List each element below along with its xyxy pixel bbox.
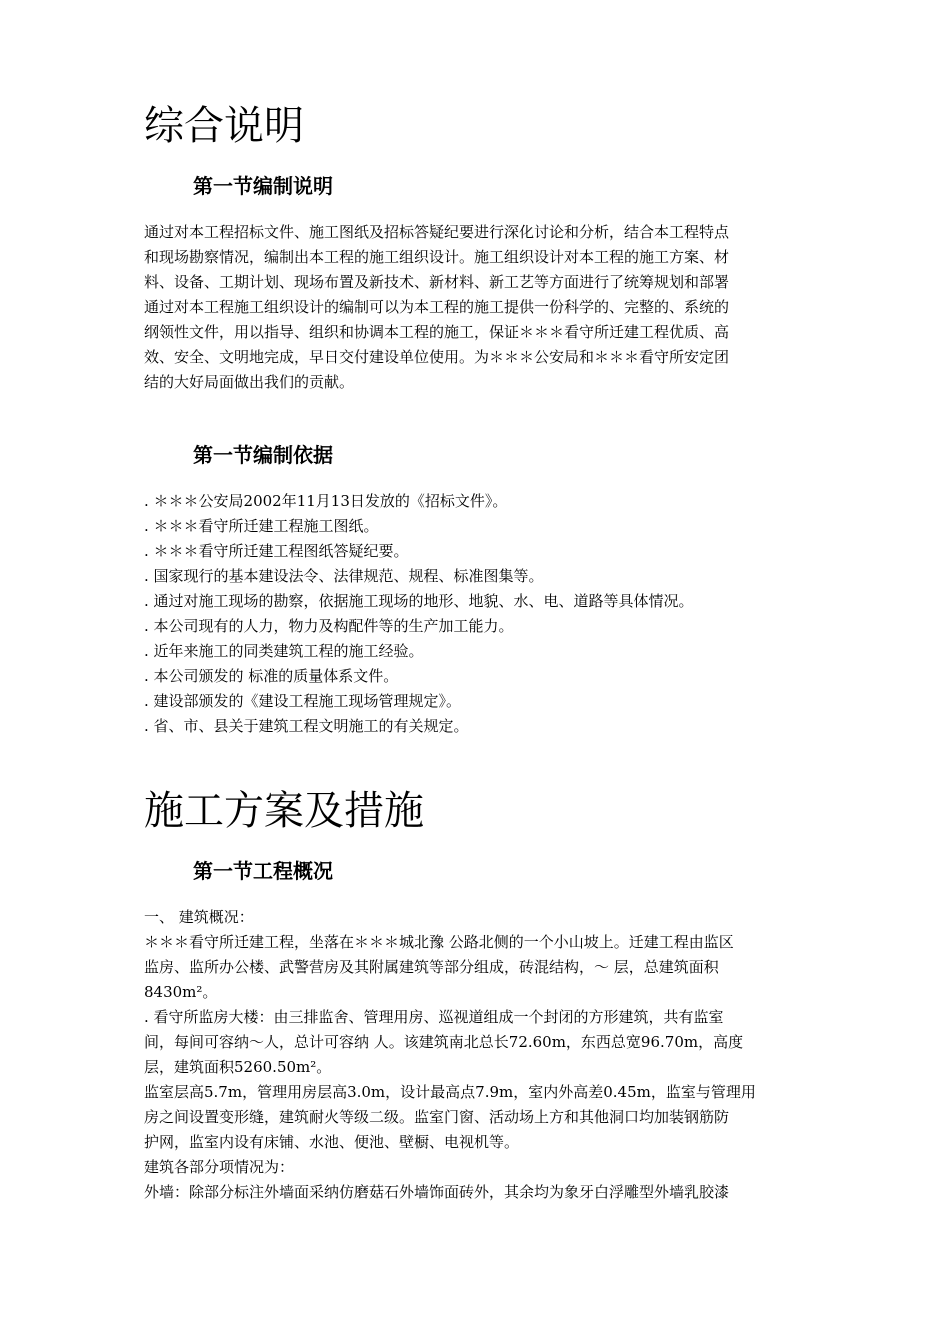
parts-heading: 建筑各部分项情况为： <box>144 1158 295 1176</box>
paragraph-line: 效、安全、文明地完成，早日交付建设单位使用。为＊＊＊公安局和＊＊＊看守所安定团 <box>144 348 730 366</box>
paragraph-line: 通过对本工程招标文件、施工图纸及招标答疑纪要进行深化讨论和分析，结合本工程特点 <box>144 223 730 241</box>
paragraph-line: 料、设备、工期计划、现场布置及新技术、新材料、新工艺等方面进行了统筹规划和部署 <box>144 273 730 291</box>
paragraph-line: ＊＊＊看守所迁建工程，坐落在＊＊＊城北豫 公路北侧的一个小山坡上。迁建工程由监区 <box>144 933 734 951</box>
paragraph-line: 纲领性文件，用以指导、组织和协调本工程的施工，保证＊＊＊看守所迁建工程优质、高 <box>144 323 730 341</box>
paragraph-line: 房之间设置变形缝，建筑耐火等级二级。监室门窗、活动场上方和其他洞口均加装钢筋防 <box>144 1108 730 1126</box>
list-item: . 本公司颁发的 标准的质量体系文件。 <box>144 667 399 685</box>
section-title-construction-plan: 施工方案及措施 <box>144 788 424 834</box>
overview-heading: 一、 建筑概况： <box>144 908 254 926</box>
paragraph-line: 和现场勘察情况，编制出本工程的施工组织设计。施工组织设计对本工程的施工方案、材 <box>144 248 730 266</box>
paragraph-line: 通过对本工程施工组织设计的编制可以为本工程的施工提供一份科学的、完整的、系统的 <box>144 298 730 316</box>
paragraph-line: 护网，监室内设有床铺、水池、便池、壁橱、电视机等。 <box>144 1133 520 1151</box>
list-item: . 建设部颁发的《建设工程施工现场管理规定》。 <box>144 692 462 710</box>
paragraph-line: 层，建筑面积5260.50m²。 <box>144 1058 332 1076</box>
subsection-title-compilation-notes: 第一节编制说明 <box>193 174 333 198</box>
paragraph-line: 8430m²。 <box>144 983 218 1001</box>
subsection-title-project-overview: 第一节工程概况 <box>193 859 333 883</box>
paragraph-line: 监室层高5.7m，管理用房层高3.0m，设计最高点7.9m，室内外高差0.45m，监室与管理用 <box>144 1083 756 1101</box>
paragraph-line: 结的大好局面做出我们的贡献。 <box>144 373 355 391</box>
list-item: . 本公司现有的人力，物力及构配件等的生产加工能力。 <box>144 617 514 635</box>
compilation-basis-list <box>144 489 694 739</box>
list-item: . 通过对施工现场的勘察，依据施工现场的地形、地貌、水、电、道路等具体情况。 <box>144 592 694 610</box>
list-item: . 近年来施工的同类建筑工程的施工经验。 <box>144 642 424 660</box>
list-item: . ＊＊＊看守所迁建工程图纸答疑纪要。 <box>144 542 409 560</box>
project-overview-body <box>144 905 814 1205</box>
subsection-title-compilation-basis: 第一节编制依据 <box>193 443 333 467</box>
list-item: . 国家现行的基本建设法令、法律规范、规程、标准图集等。 <box>144 567 544 585</box>
paragraph-line: 间，每间可容纳～人，总计可容纳 人。该建筑南北总长72.60m，东西总宽96.70m，高度 <box>144 1033 744 1051</box>
list-item: . ＊＊＊看守所迁建工程施工图纸。 <box>144 517 379 535</box>
list-item: . ＊＊＊公安局2002年11月13日发放的《招标文件》。 <box>144 492 508 510</box>
paragraph-line: 监房、监所办公楼、武警营房及其附属建筑等部分组成，砖混结构，～ 层，总建筑面积 <box>144 958 719 976</box>
compilation-notes-paragraph <box>144 220 814 395</box>
section-title-summary: 综合说明 <box>144 103 304 149</box>
list-item: . 省、市、县关于建筑工程文明施工的有关规定。 <box>144 717 469 735</box>
paragraph-line: 外墙：除部分标注外墙面采纳仿磨菇石外墙饰面砖外，其余均为象牙白浮雕型外墙乳胶漆 <box>144 1183 730 1201</box>
paragraph-line: . 看守所监房大楼：由三排监舍、管理用房、巡视道组成一个封闭的方形建筑，共有监室 <box>144 1008 724 1026</box>
